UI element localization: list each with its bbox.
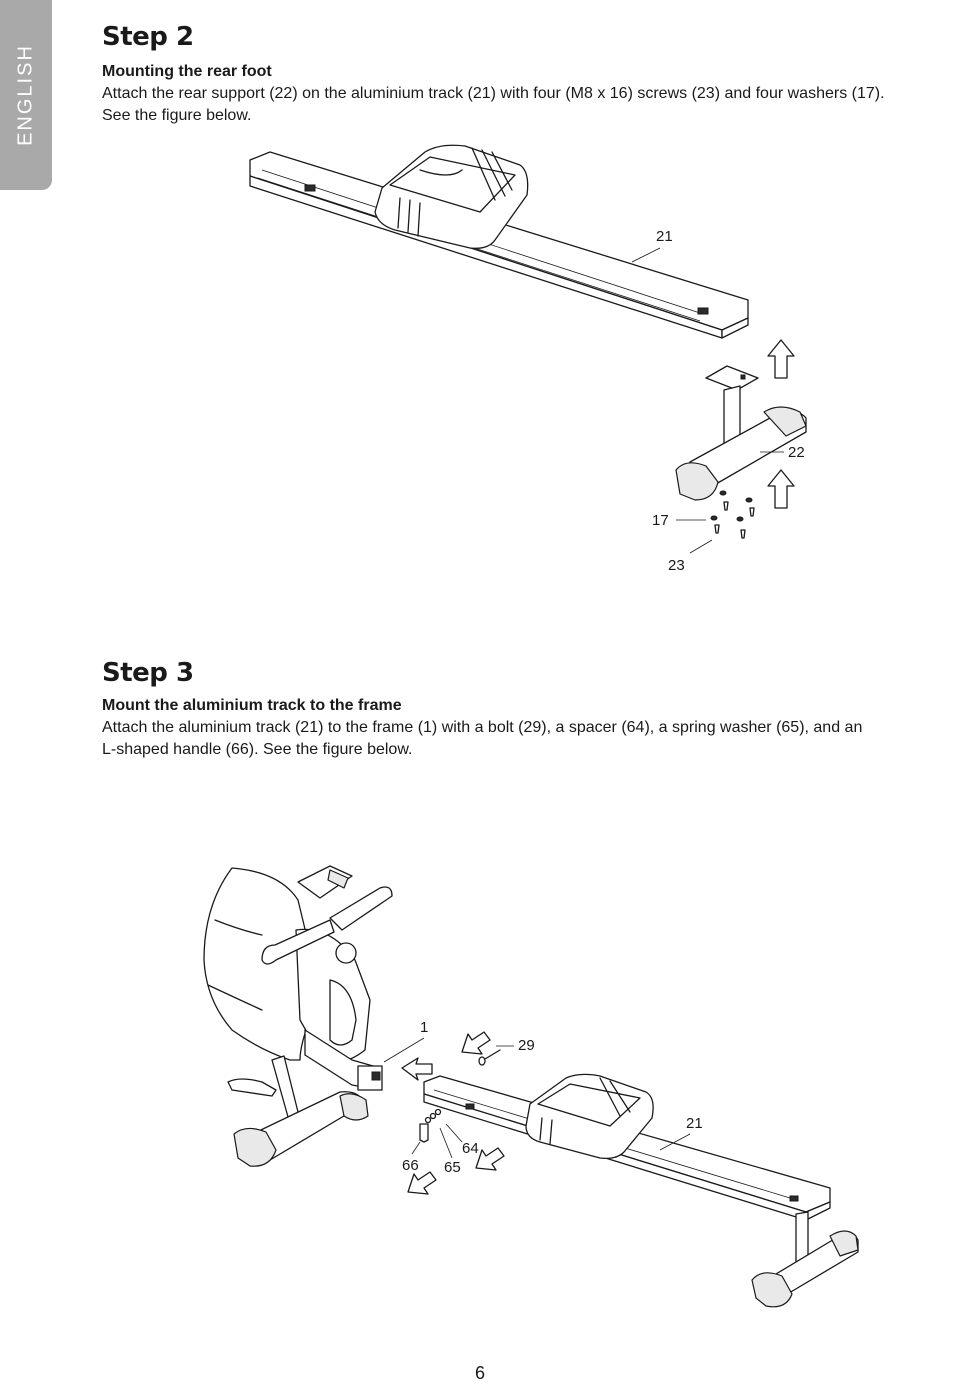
track-assembly-drawing: [424, 1074, 858, 1306]
step2-label-support: 22: [788, 444, 805, 461]
step3-label-spacer: 64: [462, 1140, 479, 1157]
step2-label-washers: 17: [652, 512, 669, 529]
step3-title: Step 3: [102, 658, 194, 688]
rowing-frame-drawing: [204, 866, 392, 1166]
spacer-arrow-icon: [476, 1148, 504, 1170]
step3-label-bolt: 29: [518, 1037, 535, 1054]
insert-arrow-icon: [402, 1058, 432, 1080]
language-tab-label: ENGLISH: [14, 44, 37, 146]
step2-title: Step 2: [102, 22, 194, 52]
bolt-arrow-icon: [462, 1032, 490, 1054]
handle-arrow-icon: [408, 1172, 436, 1194]
step3-subtitle: Mount the aluminium track to the frame: [102, 697, 402, 714]
step2-line2: See the figure below.: [102, 107, 252, 124]
step3-line1: Attach the aluminium track (21) to the frame (1) with a bolt (29), a spacer (64), a spring washer (65), and an: [102, 719, 863, 736]
step3-line2: L-shaped handle (66). See the figure below.: [102, 741, 413, 758]
bolt-drawing: [479, 1050, 500, 1065]
step2-label-track: 21: [656, 228, 673, 245]
step2-line1: Attach the rear support (22) on the aluminium track (21) with four (M8 x 16) screws (23) and four washers (17).: [102, 85, 885, 102]
fastener-parts-drawing: [420, 1110, 441, 1143]
step2-label-screws: 23: [668, 557, 685, 574]
page-number: 6: [474, 1363, 485, 1383]
step3-label-handle: 66: [402, 1157, 419, 1174]
step3-label-frame: 1: [420, 1019, 429, 1036]
step3-label-track: 21: [686, 1115, 703, 1132]
step2-subtitle: Mounting the rear foot: [102, 63, 272, 80]
step3-label-washer: 65: [444, 1159, 461, 1176]
